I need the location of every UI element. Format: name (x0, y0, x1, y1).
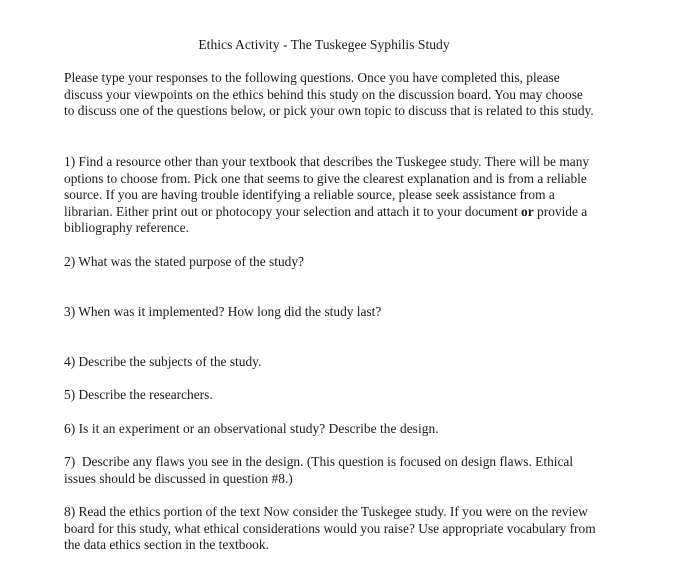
question-1 (64, 154, 596, 237)
question-1-bold-or: or (521, 203, 534, 219)
intro-paragraph: Please type your responses to the following questions. Once you have completed this, please discuss your viewpoints on the ethics behind this study on the discussion board. You may choose to discuss one of the questions below, or pick your own topic to discuss that is related to this study. (64, 70, 594, 119)
question-3: 3) When was it implemented? How long did the study last? (64, 304, 382, 319)
document-title: Ethics Activity - The Tuskegee Syphilis Study (198, 37, 450, 52)
question-6: 6) Is it an experiment or an observational study? Describe the design. (64, 421, 439, 436)
question-1-text: 1) Find a resource other than your textbook that describes the Tuskegee study. There will be many options to choose from. Pick one that seems to give the clearest explanation and is from a reliable source. If you are having trouble identifying a reliable source, please seek assistance from a librarian. Either print out or photocopy your selection and attach it to your document (64, 154, 590, 219)
question-8: 8) Read the ethics portion of the text Now consider the Tuskegee study. If you were on the review board for this study, what ethical considerations would you raise? Use appropriate vocabulary from the data ethics section in the textbook. (64, 504, 596, 553)
question-4: 4) Describe the subjects of the study. (64, 354, 262, 369)
question-1-text-end: provide a bibliography reference. (64, 203, 588, 236)
question-2: 2) What was the stated purpose of the study? (64, 254, 304, 269)
question-5: 5) Describe the researchers. (64, 387, 213, 402)
question-7: 7) Describe any flaws you see in the design. (This question is focused on design flaws. Ethical issues should be discussed in question #8.) (64, 454, 577, 486)
